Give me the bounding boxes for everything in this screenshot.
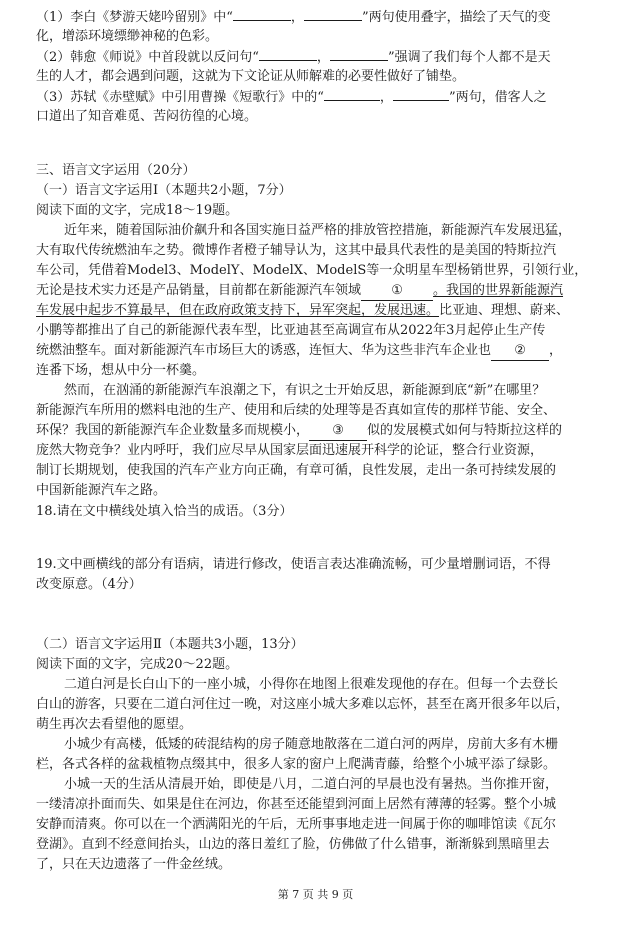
- answer-blank[interactable]: [259, 48, 317, 61]
- section-heading: 三、语言文字运用（20分）: [36, 163, 196, 178]
- passage-line: 庞然大物竞争？业内呼吁，我们应尽早从国家层面迅速展开科学的论证，整合行业资源，: [36, 443, 544, 458]
- passage-line: 小城一天的生活从清晨开始，即使是八月，二道白河的早晨也没有暑热。当你推开窗，: [64, 777, 559, 792]
- answer-blank[interactable]: [233, 8, 291, 21]
- passage-line: 中国新能源汽车之路。: [36, 483, 167, 498]
- passage-line: 小鹏等都推出了自己的新能源代表车型，比亚迪甚至高调宣布从2022年3月起停止生产传: [36, 323, 546, 338]
- passage-line: 车公司，凭借着Model3、ModelY、ModelX、ModelS等一众明星车型杨销世界，引领行业，: [36, 263, 588, 278]
- q1-line: （1）李白《梦游天姥吟留别》中“ ， ”两句使用叠字，描绘了天气的变: [36, 10, 551, 25]
- answer-blank[interactable]: [324, 88, 380, 101]
- passage-line: 登湖》。直到不经意间抬头，山边的落日羞红了脸，仿佛做了什么错事，渐渐躲到黑暗里去: [36, 837, 550, 852]
- passage-line: 统燃油整车。面对新能源汽车市场巨大的诱惑，连恒大、华为这些非汽车企业也 ② ，: [36, 342, 562, 361]
- answer-blank[interactable]: [393, 88, 449, 101]
- numbered-blank-2[interactable]: ②: [491, 342, 549, 361]
- q1-cont: 化，增添环境缥缈神秘的色彩。: [36, 29, 219, 44]
- passage-line: 新能源汽车所用的燃料电池的生产、使用和后续的处理等是否真如宣传的那样节能、安全、: [36, 403, 557, 418]
- numbered-blank-1[interactable]: ①: [361, 282, 433, 301]
- passage-line: 二道白河是长白山下的一座小城，小得你在地图上很难发现他的存在。但每一个去登长: [64, 677, 559, 692]
- page-number: 第 7 页 共 9 页: [277, 888, 354, 901]
- passage-line: 萌生再次去看望他的愿望。: [36, 717, 193, 732]
- passage-line: 了，只在天边遗落了一件金丝绒。: [36, 857, 232, 872]
- passage-line: 安静而清爽。你可以在一个洒满阳光的午后，无所事事地走进一间属于你的咖啡馆读《瓦尔: [36, 817, 557, 832]
- passage-line: 无论是技术实力还是产品销量，目前都在新能源汽车领域 ① 。我国的世界新能源汽: [36, 282, 563, 301]
- part2-instruction: 阅读下面的文字，完成20～22题。: [36, 657, 239, 672]
- question-19-cont: 改变原意。（4分）: [36, 577, 142, 592]
- passage-line: 制订长期规划，使我国的汽车产业方向正确，有章可循，良性发展，走出一条可持续发展的: [36, 463, 557, 478]
- passage-line: 连番下场，想从中分一杯羹。: [36, 363, 206, 378]
- q2-cont: 生的人才，都会遇到问题，这就为下文论证从师解难的必要性做好了铺垫。: [36, 69, 466, 84]
- q2-line: （2）韩愈《师说》中首段就以反问句“ ， ”强调了我们每个人都不是天: [36, 50, 551, 65]
- passage-line: 白山的游客，只要在二道白河住过一晚，对这座小城大多难以忘怀，甚至在离开很多年以后，: [36, 697, 570, 712]
- passage-line: 大有取代传统燃油车之势。微博作者橙子辅导认为，这其中最具代表性的是美国的特斯拉汽: [36, 243, 557, 258]
- passage-line: 车发展中起步不算最早，但在政府政策支持下，异军突起，发展迅速。比亚迪、理想、蔚来、: [36, 303, 570, 318]
- q3-cont: 口道出了知音难觅、苦闷彷徨的心境。: [36, 109, 258, 124]
- passage-line: 然而，在汹涌的新能源汽车浪潮之下，有识之士开始反思，新能源到底“新”在哪里？: [64, 383, 546, 398]
- answer-blank[interactable]: [304, 8, 362, 21]
- question-19: 19.文中画横线的部分有语病，请进行修改，使语言表达准确流畅，可少量增删词语，不得: [36, 557, 551, 572]
- passage-line: 近年来，随着国际油价飙升和各国实施日益严格的排放管控措施，新能源汽车发展迅猛，: [64, 223, 572, 238]
- q3-line: （3）苏轼《赤壁赋》中引用曹操《短歌行》中的“ ， ”两句，借客人之: [36, 90, 547, 105]
- part1-instruction: 阅读下面的文字，完成18～19题。: [36, 203, 239, 218]
- numbered-blank-3[interactable]: ③: [309, 422, 367, 441]
- answer-blank[interactable]: [330, 48, 388, 61]
- question-18: 18.请在文中横线处填入恰当的成语。（3分）: [36, 504, 293, 519]
- passage-line: 环保？我国的新能源汽车企业数量多而规模小， ③ 似的发展模式如何与特斯拉这样的: [36, 422, 562, 441]
- passage-line: 一缕清凉扑面而失、如果是住在河边，你甚至还能望到河面上居然有薄薄的轻雾。整个小城: [36, 797, 557, 812]
- underlined-sentence: 车发展中起步不算最早，但在政府政策支持下，异军突起，发展迅速。: [36, 303, 440, 318]
- part2-heading: （二）语言文字运用Ⅱ（本题共3小题，13分）: [36, 637, 304, 652]
- passage-line: 栏，各式各样的盆栽植物点缀其中，很多人家的窗户上爬满青藤，给整个小城平添了绿影。: [36, 757, 557, 772]
- passage-line: 小城少有高楼，低矮的砖混结构的房子随意地散落在二道白河的两岸，房前大多有木栅: [64, 737, 559, 752]
- part1-heading: （一）语言文字运用Ⅰ（本题共2小题，7分）: [36, 183, 292, 198]
